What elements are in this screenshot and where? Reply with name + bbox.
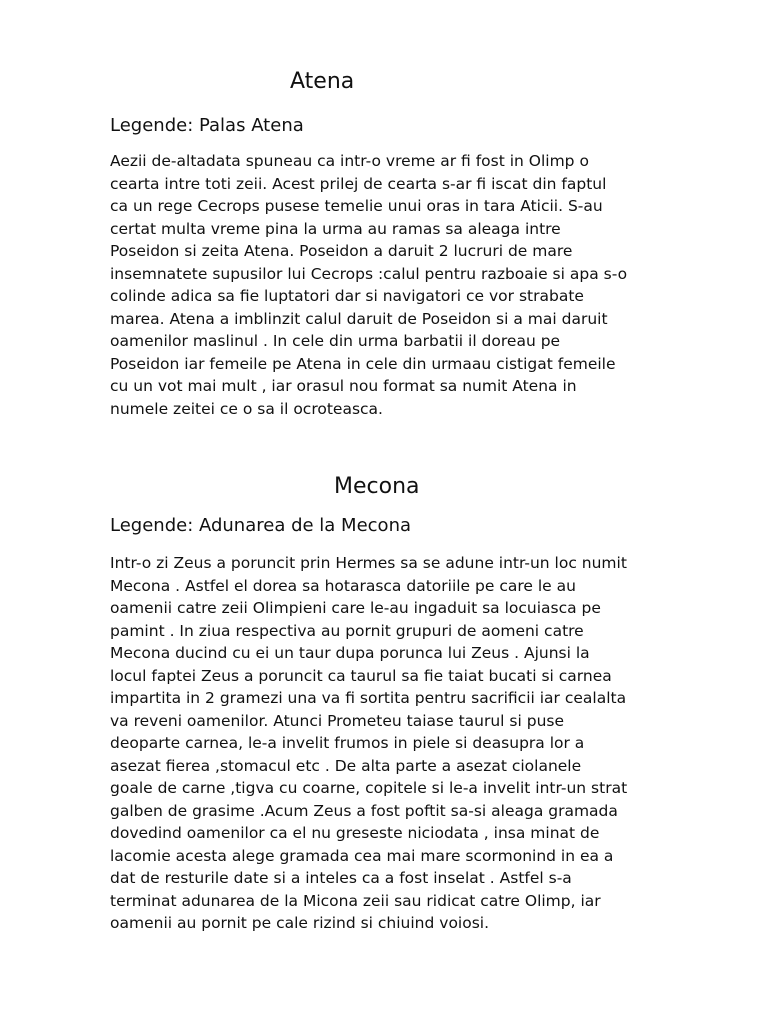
paragraph-line: Aezii de-altadata spuneau ca intr-o vreme ar fi fost in Olimp o	[110, 152, 589, 170]
paragraph-line: deoparte carnea, le-a invelit frumos in piele si deasupra lor a	[110, 734, 585, 752]
paragraph-line: Poseidon iar femeile pe Atena in cele din urmaau cistigat femeile	[110, 354, 616, 373]
paragraph-line: va reveni oamenilor. Atunci Prometeu taiase taurul si puse	[110, 711, 565, 730]
paragraph-line: ca un rege Cecrops pusese temelie unui oras in tara Aticii. S-au	[110, 197, 603, 215]
paragraph-line: colinde adica sa fie luptatori dar si navigatori ce vor strabate	[110, 287, 584, 305]
paragraph-line: oamenii catre zeii Olimpieni care le-au ingaduit sa locuiasca pe	[110, 599, 601, 617]
paragraph-line: dat de resturile date si a inteles ca a fost inselat . Astfel s-a	[110, 869, 572, 887]
paragraph-line: oamenilor maslinul . In cele din urma barbatii il doreau pe	[110, 332, 561, 350]
paragraph-line: asezat fierea ,stomacul etc . De alta parte a asezat ciolanele	[110, 756, 582, 775]
paragraph-line: numele zeitei ce o sa il ocroteasca.	[110, 399, 383, 418]
paragraph-line: oamenii au pornit pe cale rizind si chiuind voiosi.	[110, 914, 490, 932]
section-legend: Legende: Palas Atena	[110, 115, 304, 136]
section-title: Atena	[290, 69, 355, 94]
paragraph-line: Intr-o zi Zeus a poruncit prin Hermes sa se adune intr-un loc numit	[110, 554, 627, 572]
section-paragraph	[110, 150, 627, 420]
paragraph-line: dovedind oamenilor ca el nu greseste niciodata , insa minat de	[110, 824, 600, 842]
paragraph-line: cearta intre toti zeii. Acest prilej de cearta s-ar fi iscat din faptul	[110, 174, 607, 193]
paragraph-line: Poseidon si zeita Atena. Poseidon a daruit 2 lucruri de mare	[110, 242, 573, 260]
paragraph-line: impartita in 2 gramezi una va fi sortita pentru sacrificii iar cealalta	[110, 689, 627, 707]
paragraph-line: locul faptei Zeus a poruncit ca taurul sa fie taiat bucati si carnea	[110, 666, 612, 685]
paragraph-line: pamint . In ziua respectiva au pornit grupuri de aomeni catre	[110, 621, 584, 640]
paragraph-line: Mecona ducind cu ei un taur dupa porunca lui Zeus . Ajunsi la	[110, 644, 590, 662]
paragraph-line: goale de carne ,tigva cu coarne, copitele si le-a invelit intr-un strat	[110, 779, 628, 797]
paragraph-line: cu un vot mai mult , iar orasul nou format sa numit Atena in	[110, 377, 577, 395]
paragraph-line: certat multa vreme pina la urma au ramas sa aleaga intre	[110, 219, 561, 238]
paragraph-line: terminat adunarea de la Micona zeii sau ridicat catre Olimp, iar	[110, 891, 601, 910]
paragraph-line: Mecona . Astfel el dorea sa hotarasca datoriile pe care le au	[110, 576, 576, 595]
paragraph-line: marea. Atena a imblinzit calul daruit de Poseidon si a mai daruit	[110, 309, 608, 328]
paragraph-line: insemnatete supusilor lui Cecrops :calul pentru razboaie si apa s-o	[110, 264, 628, 283]
section-legend: Legende: Adunarea de la Mecona	[110, 515, 412, 536]
paragraph-line: galben de grasime .Acum Zeus a fost poftit sa-si aleaga gramada	[110, 801, 618, 820]
paragraph-line: lacomie acesta alege gramada cea mai mare scormonind in ea a	[110, 846, 614, 865]
section-paragraph	[110, 552, 627, 935]
section-title: Mecona	[334, 474, 420, 499]
